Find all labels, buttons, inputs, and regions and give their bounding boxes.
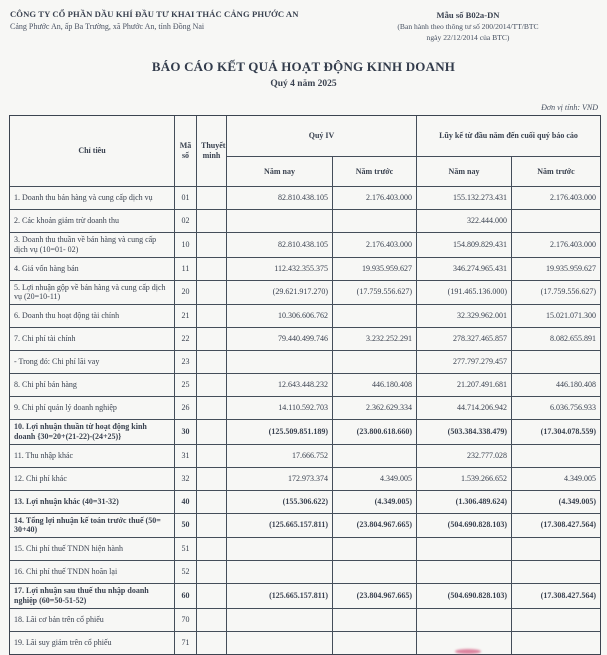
row-ytd-prior-year bbox=[512, 538, 601, 561]
row-code: 40 bbox=[175, 490, 197, 513]
row-ytd-prior-year: 19.935.959.627 bbox=[512, 257, 601, 280]
row-label: 12. Chi phí khác bbox=[10, 467, 175, 490]
header-chi-tieu: Chỉ tiêu bbox=[10, 116, 175, 187]
row-ytd-prior-year bbox=[512, 444, 601, 467]
row-ytd-current-year: 278.327.465.857 bbox=[417, 328, 512, 351]
red-seal-mark bbox=[455, 649, 481, 654]
row-q4-prior-year: 19.935.959.627 bbox=[333, 257, 417, 280]
row-ytd-current-year: (504.690.828.103) bbox=[417, 513, 512, 538]
row-label: 18. Lãi cơ bản trên cổ phiếu bbox=[10, 608, 175, 631]
row-note bbox=[197, 513, 227, 538]
row-label: 19. Lãi suy giảm trên cổ phiếu bbox=[10, 631, 175, 654]
row-label: 1. Doanh thu bán hàng và cung cấp dịch vụ bbox=[10, 187, 175, 210]
row-ytd-prior-year: 2.176.403.000 bbox=[512, 233, 601, 258]
row-q4-prior-year bbox=[333, 351, 417, 374]
row-note bbox=[197, 631, 227, 654]
table-row bbox=[10, 538, 601, 561]
row-q4-prior-year bbox=[333, 210, 417, 233]
row-ytd-prior-year: 2.176.403.000 bbox=[512, 187, 601, 210]
row-label: 10. Lợi nhuận thuần từ hoạt động kinh doanh {30=20+(21-22)-(24+25)} bbox=[10, 420, 175, 445]
row-q4-current-year: 79.440.499.746 bbox=[227, 328, 333, 351]
row-q4-current-year: (125.665.157.811) bbox=[227, 584, 333, 609]
row-q4-prior-year: 2.362.629.334 bbox=[333, 397, 417, 420]
row-label: 2. Các khoản giảm trừ doanh thu bbox=[10, 210, 175, 233]
row-ytd-current-year: (1.306.489.624) bbox=[417, 490, 512, 513]
page-subtitle: Quý 4 năm 2025 bbox=[270, 79, 337, 89]
row-note bbox=[197, 420, 227, 445]
row-q4-current-year bbox=[227, 538, 333, 561]
table-row bbox=[10, 420, 601, 445]
row-ytd-current-year: (191.465.136.000) bbox=[417, 280, 512, 305]
row-label: 5. Lợi nhuận gộp về bán hàng và cung cấp dịch vụ (20=10-11) bbox=[10, 280, 175, 305]
header-ma-so: Mã số bbox=[175, 116, 197, 187]
row-ytd-prior-year: 4.349.005 bbox=[512, 467, 601, 490]
row-q4-current-year bbox=[227, 351, 333, 374]
row-note bbox=[197, 374, 227, 397]
row-q4-prior-year: 446.180.408 bbox=[333, 374, 417, 397]
row-q4-prior-year bbox=[333, 631, 417, 654]
row-ytd-prior-year bbox=[512, 561, 601, 584]
row-ytd-prior-year bbox=[512, 351, 601, 374]
row-ytd-prior-year: (17.304.078.559) bbox=[512, 420, 601, 445]
company-block bbox=[10, 9, 320, 42]
row-q4-prior-year: 2.176.403.000 bbox=[333, 233, 417, 258]
header-q4-nam-nay: Năm nay bbox=[227, 157, 333, 187]
table-row bbox=[10, 584, 601, 609]
row-q4-prior-year bbox=[333, 305, 417, 328]
row-note bbox=[197, 233, 227, 258]
table-row bbox=[10, 351, 601, 374]
row-ytd-prior-year: 8.082.655.891 bbox=[512, 328, 601, 351]
row-q4-prior-year bbox=[333, 608, 417, 631]
row-code: 52 bbox=[175, 561, 197, 584]
row-ytd-prior-year bbox=[512, 210, 601, 233]
row-label: 17. Lợi nhuận sau thuế thu nhập doanh nghiệp (60=50-51-52) bbox=[10, 584, 175, 609]
row-q4-current-year: 82.810.438.105 bbox=[227, 233, 333, 258]
table-row bbox=[10, 233, 601, 258]
table-row bbox=[10, 328, 601, 351]
row-code: 30 bbox=[175, 420, 197, 445]
table-row bbox=[10, 210, 601, 233]
row-note bbox=[197, 538, 227, 561]
row-ytd-prior-year: (17.308.427.564) bbox=[512, 584, 601, 609]
row-code: 70 bbox=[175, 608, 197, 631]
form-note-line1: (Ban hành theo thông tư số 200/2014/TT/BTC bbox=[397, 22, 539, 31]
company-name: CÔNG TY CỔ PHẦN DẦU KHÍ ĐẦU TƯ KHAI THÁC CẢNG PHƯỚC AN bbox=[10, 9, 299, 19]
row-ytd-current-year bbox=[417, 608, 512, 631]
form-note-line2: ngày 22/12/2014 của BTC) bbox=[426, 33, 510, 42]
row-ytd-prior-year bbox=[512, 608, 601, 631]
row-q4-current-year bbox=[227, 561, 333, 584]
row-note bbox=[197, 280, 227, 305]
row-ytd-current-year: 155.132.273.431 bbox=[417, 187, 512, 210]
row-label: 14. Tổng lợi nhuận kế toán trước thuế (50= 30+40) bbox=[10, 513, 175, 538]
row-code: 50 bbox=[175, 513, 197, 538]
header-ytd-nam-truoc: Năm trước bbox=[512, 157, 601, 187]
table-row bbox=[10, 187, 601, 210]
row-ytd-current-year: 32.329.962.001 bbox=[417, 305, 512, 328]
company-address: Cảng Phước An, ấp Ba Trường, xã Phước An, tỉnh Đồng Nai bbox=[10, 22, 205, 31]
row-q4-current-year: 82.810.438.105 bbox=[227, 187, 333, 210]
row-ytd-prior-year: (17.759.556.627) bbox=[512, 280, 601, 305]
row-code: 22 bbox=[175, 328, 197, 351]
table-body bbox=[10, 187, 601, 655]
row-code: 20 bbox=[175, 280, 197, 305]
row-note bbox=[197, 397, 227, 420]
table-header bbox=[10, 116, 601, 187]
row-code: 51 bbox=[175, 538, 197, 561]
row-q4-current-year: (125.509.851.189) bbox=[227, 420, 333, 445]
row-label: 7. Chi phí tài chính bbox=[10, 328, 175, 351]
row-label: 9. Chi phí quản lý doanh nghiệp bbox=[10, 397, 175, 420]
header-thuyet-minh: Thuyết minh bbox=[197, 116, 227, 187]
row-label: 13. Lợi nhuận khác (40=31-32) bbox=[10, 490, 175, 513]
row-q4-prior-year: (23.800.618.660) bbox=[333, 420, 417, 445]
table-row bbox=[10, 513, 601, 538]
table-row bbox=[10, 374, 601, 397]
row-q4-prior-year bbox=[333, 444, 417, 467]
row-code: 71 bbox=[175, 631, 197, 654]
row-label: 3. Doanh thu thuần về bán hàng và cung cấp dịch vụ (10=01- 02) bbox=[10, 233, 175, 258]
row-ytd-prior-year: (17.308.427.564) bbox=[512, 513, 601, 538]
row-ytd-current-year: 21.207.491.681 bbox=[417, 374, 512, 397]
row-label: 11. Thu nhập khác bbox=[10, 444, 175, 467]
row-label: 15. Chi phí thuế TNDN hiện hành bbox=[10, 538, 175, 561]
form-number: Mẫu số B02a-DN bbox=[436, 10, 500, 20]
row-q4-prior-year: (23.804.967.665) bbox=[333, 513, 417, 538]
row-label: 8. Chi phí bán hàng bbox=[10, 374, 175, 397]
row-ytd-current-year: (504.690.828.103) bbox=[417, 584, 512, 609]
row-ytd-current-year: 346.274.965.431 bbox=[417, 257, 512, 280]
row-code: 31 bbox=[175, 444, 197, 467]
table-row bbox=[10, 490, 601, 513]
row-q4-prior-year bbox=[333, 561, 417, 584]
row-q4-prior-year bbox=[333, 538, 417, 561]
row-note bbox=[197, 608, 227, 631]
table-row bbox=[10, 608, 601, 631]
document-header bbox=[0, 0, 607, 42]
row-ytd-current-year bbox=[417, 538, 512, 561]
row-code: 01 bbox=[175, 187, 197, 210]
row-label: - Trong đó: Chi phí lãi vay bbox=[10, 351, 175, 374]
row-ytd-current-year bbox=[417, 561, 512, 584]
currency-unit-note: Đơn vị tính: VND bbox=[541, 103, 598, 112]
row-code: 25 bbox=[175, 374, 197, 397]
row-ytd-current-year: (503.384.338.479) bbox=[417, 420, 512, 445]
row-code: 60 bbox=[175, 584, 197, 609]
row-q4-current-year: 17.666.752 bbox=[227, 444, 333, 467]
row-q4-current-year: 112.432.355.375 bbox=[227, 257, 333, 280]
table-row bbox=[10, 257, 601, 280]
table-row bbox=[10, 444, 601, 467]
row-q4-current-year: 10.306.606.762 bbox=[227, 305, 333, 328]
row-q4-current-year: 172.973.374 bbox=[227, 467, 333, 490]
row-code: 26 bbox=[175, 397, 197, 420]
row-q4-current-year: (125.665.157.811) bbox=[227, 513, 333, 538]
form-reference-block bbox=[339, 9, 597, 42]
row-q4-prior-year: (17.759.556.627) bbox=[333, 280, 417, 305]
row-q4-prior-year: 2.176.403.000 bbox=[333, 187, 417, 210]
row-note bbox=[197, 444, 227, 467]
row-q4-prior-year: 3.232.252.291 bbox=[333, 328, 417, 351]
row-ytd-current-year: 277.797.279.457 bbox=[417, 351, 512, 374]
row-code: 32 bbox=[175, 467, 197, 490]
row-q4-prior-year: (23.804.967.665) bbox=[333, 584, 417, 609]
table-row bbox=[10, 631, 601, 654]
row-note bbox=[197, 257, 227, 280]
row-note bbox=[197, 328, 227, 351]
row-q4-current-year bbox=[227, 210, 333, 233]
row-ytd-current-year: 1.539.266.652 bbox=[417, 467, 512, 490]
row-code: 21 bbox=[175, 305, 197, 328]
row-ytd-current-year: 322.444.000 bbox=[417, 210, 512, 233]
row-label: 4. Giá vốn hàng bán bbox=[10, 257, 175, 280]
income-statement-table bbox=[9, 115, 601, 655]
row-label: 16. Chi phí thuế TNDN hoãn lại bbox=[10, 561, 175, 584]
row-q4-current-year bbox=[227, 608, 333, 631]
header-q4-nam-truoc: Năm trước bbox=[333, 157, 417, 187]
row-q4-current-year: 14.110.592.703 bbox=[227, 397, 333, 420]
table-row bbox=[10, 397, 601, 420]
row-note bbox=[197, 210, 227, 233]
row-q4-prior-year: (4.349.005) bbox=[333, 490, 417, 513]
row-note bbox=[197, 305, 227, 328]
row-q4-current-year bbox=[227, 631, 333, 654]
row-code: 11 bbox=[175, 257, 197, 280]
row-code: 23 bbox=[175, 351, 197, 374]
table-row bbox=[10, 280, 601, 305]
row-note bbox=[197, 490, 227, 513]
row-note bbox=[197, 187, 227, 210]
row-ytd-current-year: 154.809.829.431 bbox=[417, 233, 512, 258]
row-ytd-prior-year bbox=[512, 631, 601, 654]
header-luy-ke: Lũy kế từ đầu năm đến cuối quý báo cáo bbox=[417, 116, 601, 157]
header-ytd-nam-nay: Năm nay bbox=[417, 157, 512, 187]
row-ytd-prior-year: 15.021.071.300 bbox=[512, 305, 601, 328]
row-ytd-prior-year: (4.349.005) bbox=[512, 490, 601, 513]
row-ytd-prior-year: 446.180.408 bbox=[512, 374, 601, 397]
row-note bbox=[197, 561, 227, 584]
row-q4-current-year: (155.306.622) bbox=[227, 490, 333, 513]
row-code: 10 bbox=[175, 233, 197, 258]
row-note bbox=[197, 467, 227, 490]
table-row bbox=[10, 467, 601, 490]
row-ytd-current-year: 232.777.028 bbox=[417, 444, 512, 467]
row-q4-current-year: (29.621.917.270) bbox=[227, 280, 333, 305]
row-q4-current-year: 12.643.448.232 bbox=[227, 374, 333, 397]
row-ytd-current-year: 44.714.206.942 bbox=[417, 397, 512, 420]
table-row bbox=[10, 305, 601, 328]
table-row bbox=[10, 561, 601, 584]
page-title: BÁO CÁO KẾT QUẢ HOẠT ĐỘNG KINH DOANH bbox=[151, 59, 456, 74]
header-quy-iv: Quý IV bbox=[227, 116, 417, 157]
row-note bbox=[197, 351, 227, 374]
row-q4-prior-year: 4.349.005 bbox=[333, 467, 417, 490]
row-code: 02 bbox=[175, 210, 197, 233]
row-ytd-prior-year: 6.036.756.933 bbox=[512, 397, 601, 420]
row-note bbox=[197, 584, 227, 609]
row-label: 6. Doanh thu hoạt động tài chính bbox=[10, 305, 175, 328]
